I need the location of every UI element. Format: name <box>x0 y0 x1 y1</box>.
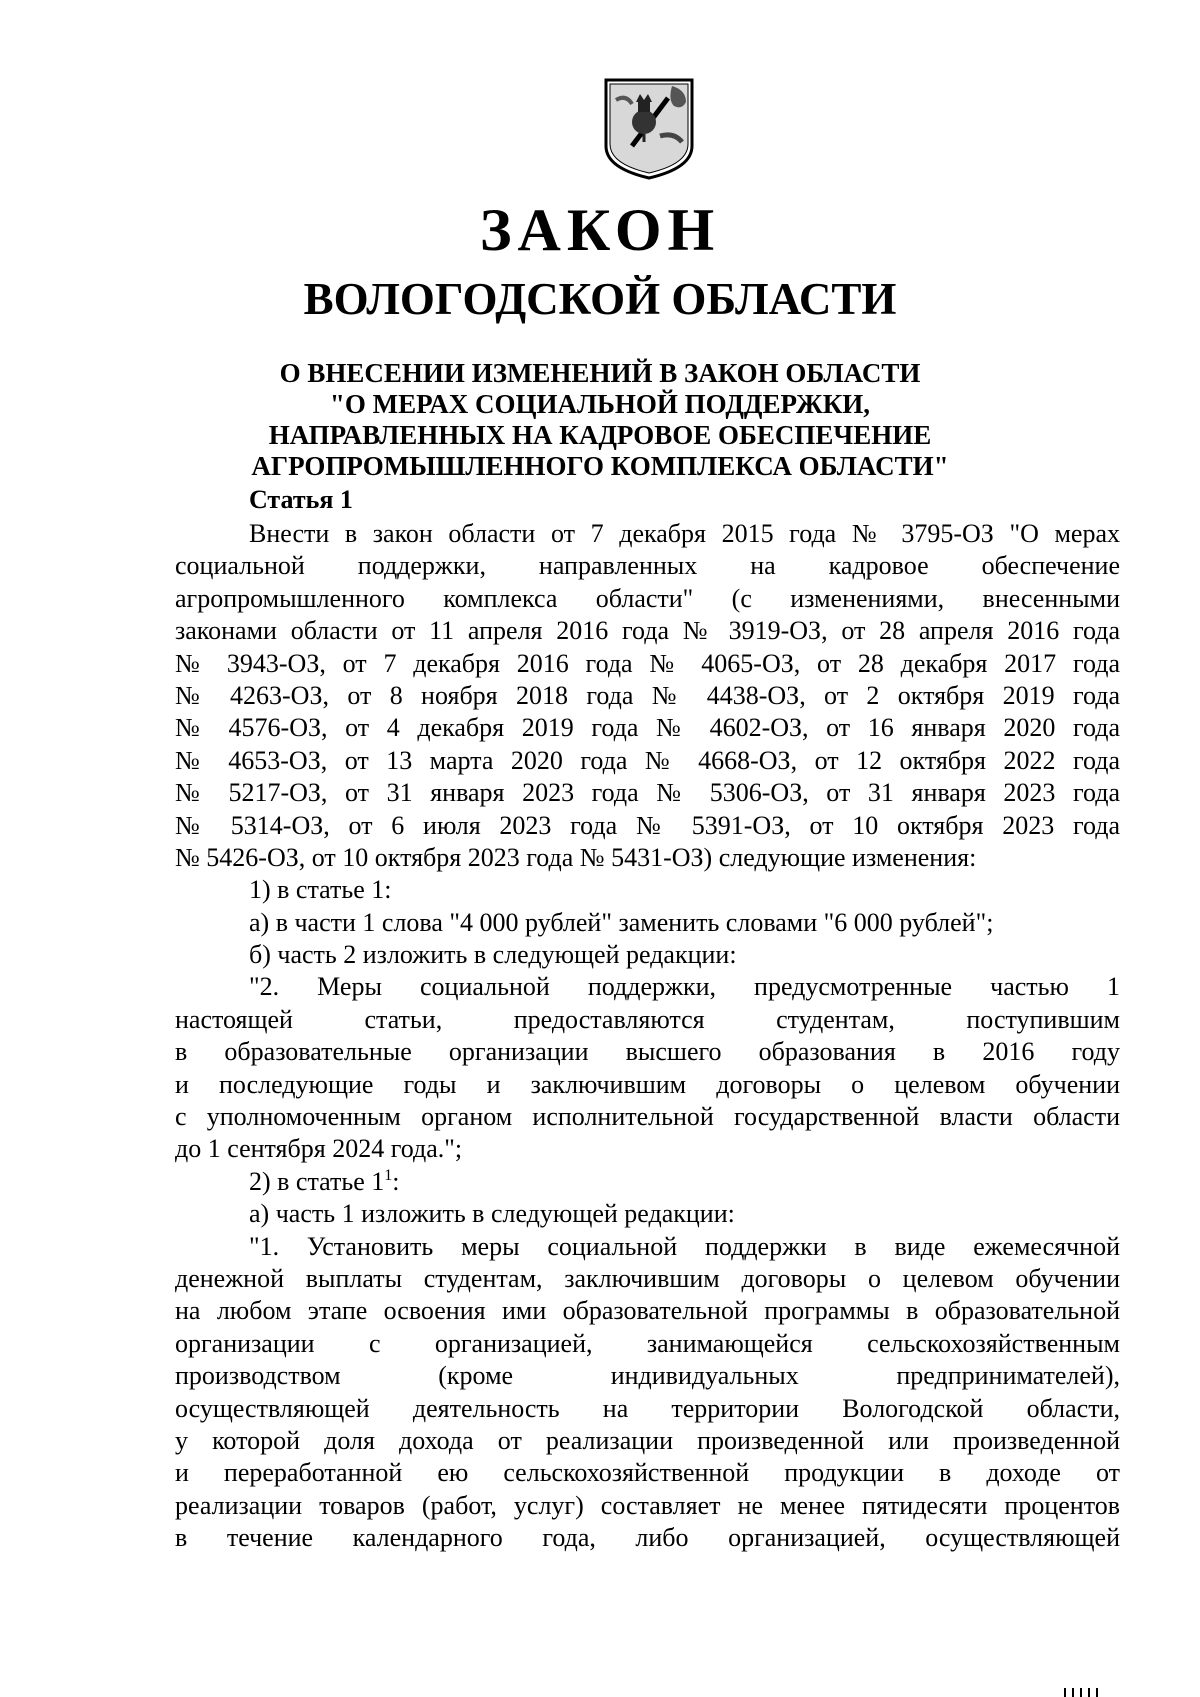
law-heading-line: НАПРАВЛЕННЫХ НА КАДРОВОЕ ОБЕСПЕЧЕНИЕ <box>268 420 932 450</box>
text-line: Внести в закон области от 7 декабря 2015 года № 3795-ОЗ "О мерах <box>249 519 1120 548</box>
item-1: 1) в статье 1: <box>249 875 392 905</box>
text-line: реализации товаров (работ, услуг) составляет не менее пятидесяти процентов <box>175 1490 1120 1520</box>
text-line: до 1 сентября 2024 года."; <box>175 1134 463 1164</box>
document-body <box>175 485 1120 1555</box>
text-line: № 4263-ОЗ, от 8 ноября 2018 года № 4438-ОЗ, от 2 октября 2019 года <box>175 680 1120 710</box>
text-line: "2. Меры социальной поддержки, предусмотренные частью 1 <box>249 972 1120 1002</box>
text-line: "1. Установить меры социальной поддержки в виде ежемесячной <box>249 1231 1120 1261</box>
law-heading-line: "О МЕРАХ СОЦИАЛЬНОЙ ПОДДЕРЖКИ, <box>329 389 871 419</box>
article-title: Статья 1 <box>249 485 353 514</box>
text-line: осуществляющей деятельность на территории Вологодской области, <box>175 1393 1120 1423</box>
scan-mark <box>1060 1686 1108 1697</box>
item-2-colon: : <box>392 1166 400 1196</box>
text-line: № 4576-ОЗ, от 4 декабря 2019 года № 4602-ОЗ, от 16 января 2020 года <box>175 713 1120 743</box>
text-line: организации с организацией, занимающейся сельскохозяйственным <box>175 1328 1120 1358</box>
text-line: № 4653-ОЗ, от 13 марта 2020 года № 4668-ОЗ, от 12 октября 2022 года <box>175 745 1120 775</box>
item-2-superscript: 1 <box>384 1166 393 1184</box>
document-subtitle: ВОЛОГОДСКОЙ ОБЛАСТИ <box>303 274 897 324</box>
text-line: законами области от 11 апреля 2016 года № 3919-ОЗ, от 28 апреля 2016 года <box>175 616 1120 646</box>
text-line: с уполномоченным органом исполнительной государственной власти области <box>175 1102 1120 1132</box>
text-line: № 3943-ОЗ, от 7 декабря 2016 года № 4065-ОЗ, от 28 декабря 2017 года <box>175 648 1120 678</box>
law-heading-line: АГРОПРОМЫШЛЕННОГО КОМПЛЕКСА ОБЛАСТИ" <box>251 451 949 481</box>
text-line: агропромышленного комплекса области" (с изменениями, внесенными <box>175 583 1120 613</box>
quoted-part-2 <box>175 971 1120 1165</box>
item-2-text: 2) в статье 1 <box>249 1166 385 1196</box>
item-1a: а) в части 1 слова "4 000 рублей" заменить словами "6 000 рублей"; <box>249 907 994 937</box>
intro-paragraph <box>175 518 1120 874</box>
item-2a: а) часть 1 изложить в следующей редакции: <box>249 1199 735 1229</box>
text-line: № 5426-ОЗ, от 10 октября 2023 года № 5431-ОЗ) следующие изменения: <box>175 842 977 872</box>
coat-of-arms-emblem <box>602 76 696 182</box>
text-line: и последующие годы и заключившим договоры о целевом обучении <box>175 1069 1120 1099</box>
text-line: и переработанной ею сельскохозяйственной продукции в доходе от <box>175 1458 1120 1488</box>
document-title: ЗАКОН <box>479 197 721 263</box>
law-heading <box>0 358 1200 482</box>
text-line: № 5314-ОЗ, от 6 июля 2023 года № 5391-ОЗ, от 10 октября 2023 года <box>175 810 1120 840</box>
item-2 <box>175 1166 1120 1198</box>
text-line: производством (кроме индивидуальных предпринимателей), <box>175 1361 1120 1391</box>
text-line: в течение календарного года, либо организацией, осуществляющей <box>175 1523 1120 1553</box>
item-1b: б) часть 2 изложить в следующей редакции: <box>249 940 737 970</box>
text-line: у которой доля дохода от реализации произведенной или произведенной <box>175 1425 1120 1455</box>
text-line: № 5217-ОЗ, от 31 января 2023 года № 5306-ОЗ, от 31 января 2023 года <box>175 778 1120 808</box>
text-line: на любом этапе освоения ими образовательной программы в образовательной <box>175 1296 1120 1326</box>
quoted-part-1 <box>175 1231 1120 1555</box>
text-line: денежной выплаты студентам, заключившим договоры о целевом обучении <box>175 1263 1120 1293</box>
text-line: в образовательные организации высшего образования в 2016 году <box>175 1037 1120 1067</box>
text-line: настоящей статьи, предоставляются студентам, поступившим <box>175 1004 1120 1034</box>
law-heading-line: О ВНЕСЕНИИ ИЗМЕНЕНИЙ В ЗАКОН ОБЛАСТИ <box>279 358 921 388</box>
text-line: социальной поддержки, направленных на кадровое обеспечение <box>175 551 1120 581</box>
